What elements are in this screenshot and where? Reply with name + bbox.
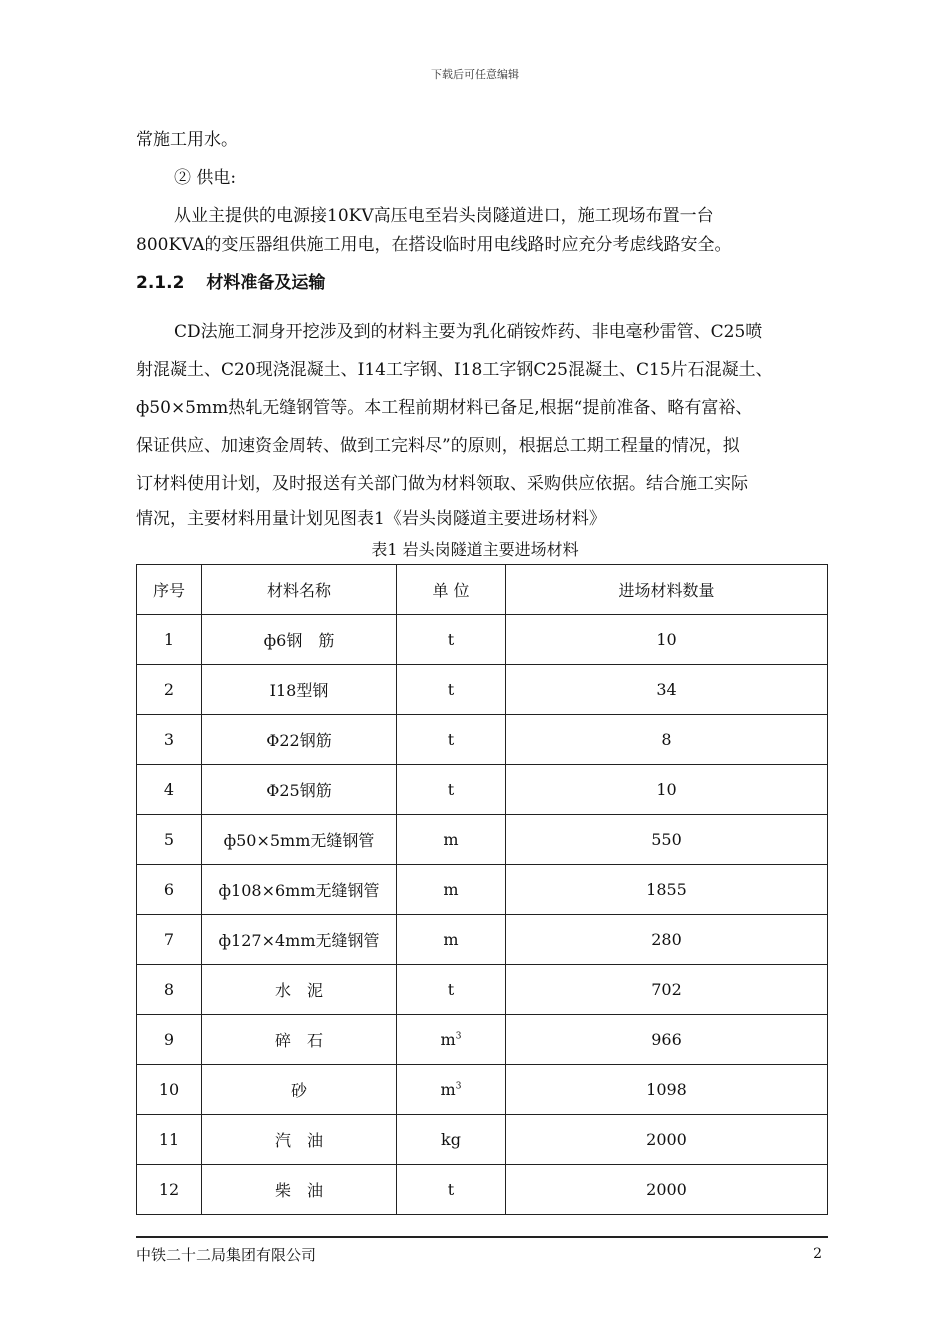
section-number: 2.1.2 — [136, 273, 185, 293]
cell-name — [202, 1165, 397, 1215]
cell-quantity-text: 550 — [651, 830, 682, 849]
header-no: 序号 — [137, 565, 202, 615]
cell-unit-text: m — [443, 930, 459, 949]
cell-quantity — [506, 765, 828, 815]
cell-unit — [397, 915, 506, 965]
cell-no — [137, 715, 202, 765]
cell-name-text: ф6钢 筋 — [263, 631, 335, 650]
cell-no — [137, 1165, 202, 1215]
body-line: 情况，主要材料用量计划见图表1《岩头岗隧道主要进场材料》 — [136, 509, 606, 529]
cell-no-text: 7 — [163, 930, 175, 949]
cell-name — [202, 915, 397, 965]
cell-name-text: Φ25钢筋 — [266, 781, 332, 800]
header-name: 材料名称 — [202, 565, 397, 615]
cell-name — [202, 1115, 397, 1165]
table-row — [137, 665, 828, 715]
cell-no — [137, 915, 202, 965]
cell-name — [202, 615, 397, 665]
table-row — [137, 765, 828, 815]
cell-unit-text: t — [447, 680, 455, 699]
table-row — [137, 1165, 828, 1215]
body-line: CD法施工洞身开挖涉及到的材料主要为乳化硝铵炸药、非电毫秒雷管、C25喷 — [174, 322, 763, 342]
cell-no — [137, 1015, 202, 1065]
cell-name-text: 碎 石 — [274, 1031, 323, 1050]
cell-unit-text: t — [447, 730, 455, 749]
body-line: 射混凝土、C20现浇混凝土、I14工字钢、I18工字钢C25混凝土、C15片石混凝土、 — [136, 360, 773, 380]
cell-no-text: 11 — [158, 1130, 180, 1149]
cell-no-text: 1 — [163, 630, 175, 649]
table-row — [137, 1115, 828, 1165]
cell-quantity-text: 1098 — [646, 1080, 687, 1099]
cell-unit — [397, 865, 506, 915]
cell-no — [137, 615, 202, 665]
table-caption: 表1 岩头岗隧道主要进场材料 — [371, 540, 579, 559]
paragraph-power-line2: 800KVA的变压器组供施工用电，在搭设临时用电线路时应充分考虑线路安全。 — [136, 235, 732, 255]
unit-superscript: 3 — [455, 1031, 462, 1042]
cell-quantity-text: 2000 — [646, 1130, 687, 1149]
cell-no-text: 2 — [163, 680, 175, 699]
cell-quantity-text: 280 — [651, 930, 682, 949]
cell-unit-text: t — [447, 980, 455, 999]
cell-quantity-text: 10 — [656, 780, 677, 799]
cell-no-text: 9 — [163, 1030, 175, 1049]
cell-unit — [397, 665, 506, 715]
cell-no-text: 12 — [158, 1180, 180, 1199]
cell-quantity — [506, 1065, 828, 1115]
table-body — [137, 615, 828, 1215]
cell-unit — [397, 715, 506, 765]
cell-name-text: ф127×4mm无缝钢管 — [218, 931, 380, 950]
header-quantity: 进场材料数量 — [506, 565, 828, 615]
cell-name — [202, 865, 397, 915]
cell-quantity — [506, 965, 828, 1015]
paragraph-water-end: 常施工用水。 — [136, 130, 238, 150]
cell-name-text: 水 泥 — [274, 981, 323, 1000]
cell-quantity-text: 1855 — [646, 880, 687, 899]
cell-quantity — [506, 915, 828, 965]
cell-name-text: 柴 油 — [274, 1181, 323, 1200]
cell-no — [137, 765, 202, 815]
table-row — [137, 715, 828, 765]
cell-name-text: ф108×6mm无缝钢管 — [218, 881, 380, 900]
cell-unit — [397, 1015, 506, 1065]
materials-table — [136, 564, 828, 1215]
cell-quantity-text: 34 — [656, 680, 677, 699]
table-row — [137, 915, 828, 965]
cell-quantity — [506, 715, 828, 765]
table-row — [137, 865, 828, 915]
cell-no — [137, 665, 202, 715]
cell-name — [202, 815, 397, 865]
cell-unit — [397, 765, 506, 815]
cell-unit-text: m — [443, 830, 459, 849]
cell-unit-text: t — [447, 630, 455, 649]
paragraph-power-line1: 从业主提供的电源接10KV高压电至岩头岗隧道进口，施工现场布置一台 — [174, 206, 714, 226]
table-row — [137, 815, 828, 865]
footer-divider — [136, 1236, 828, 1238]
cell-quantity-text: 8 — [661, 730, 672, 749]
table-row — [137, 965, 828, 1015]
body-line: 保证供应、加速资金周转、做到工完料尽”的原则，根据总工期工程量的情况，拟 — [136, 436, 740, 456]
unit-superscript: 3 — [455, 1081, 462, 1092]
cell-name — [202, 665, 397, 715]
cell-name-text: I18型钢 — [269, 681, 329, 700]
cell-quantity-text: 2000 — [646, 1180, 687, 1199]
cell-quantity-text: 10 — [656, 630, 677, 649]
cell-unit-text: t — [447, 780, 455, 799]
footer-company: 中铁二十二局集团有限公司 — [136, 1246, 317, 1264]
cell-name-text: Φ22钢筋 — [266, 731, 332, 750]
header-note: 下载后可任意编辑 — [431, 68, 519, 81]
cell-no — [137, 1115, 202, 1165]
cell-name — [202, 765, 397, 815]
cell-name — [202, 1065, 397, 1115]
cell-no-text: 4 — [163, 780, 175, 799]
cell-no-text: 5 — [163, 830, 175, 849]
cell-unit-text: m — [440, 1030, 456, 1049]
subheading-power-supply: ② 供电: — [174, 168, 237, 188]
table-row — [137, 1065, 828, 1115]
cell-unit — [397, 815, 506, 865]
header-unit: 单 位 — [397, 565, 506, 615]
cell-no-text: 6 — [163, 880, 175, 899]
table-row — [137, 615, 828, 665]
cell-quantity-text: 702 — [651, 980, 682, 999]
cell-no-text: 10 — [158, 1080, 180, 1099]
page-number: 2 — [813, 1246, 822, 1262]
cell-no — [137, 815, 202, 865]
cell-no — [137, 1065, 202, 1115]
section-title: 材料准备及运输 — [206, 273, 326, 293]
cell-quantity — [506, 1015, 828, 1065]
cell-name-text: ф50×5mm无缝钢管 — [223, 831, 375, 850]
cell-quantity — [506, 615, 828, 665]
cell-quantity — [506, 1165, 828, 1215]
table-header-row — [137, 565, 828, 615]
cell-unit — [397, 1115, 506, 1165]
cell-quantity — [506, 815, 828, 865]
cell-unit-text: m — [440, 1080, 456, 1099]
cell-name — [202, 965, 397, 1015]
cell-no-text: 8 — [163, 980, 175, 999]
cell-no — [137, 965, 202, 1015]
cell-name-text: 汽 油 — [274, 1131, 323, 1150]
cell-name — [202, 1015, 397, 1065]
cell-name-text: 砂 — [290, 1081, 307, 1100]
cell-quantity — [506, 1115, 828, 1165]
cell-no — [137, 865, 202, 915]
cell-unit — [397, 615, 506, 665]
table-row — [137, 1015, 828, 1065]
body-line: ф50×5mm热轧无缝钢管等。本工程前期材料已备足,根据“提前准备、略有富裕、 — [136, 398, 753, 418]
cell-no-text: 3 — [163, 730, 175, 749]
cell-name — [202, 715, 397, 765]
cell-quantity — [506, 665, 828, 715]
section-heading — [136, 268, 325, 298]
cell-unit-text: t — [447, 1180, 455, 1199]
cell-unit — [397, 965, 506, 1015]
cell-unit-text: m — [443, 880, 459, 899]
cell-quantity-text: 966 — [651, 1030, 682, 1049]
cell-unit-text: kg — [441, 1130, 461, 1149]
cell-unit — [397, 1165, 506, 1215]
cell-unit — [397, 1065, 506, 1115]
body-line: 订材料使用计划，及时报送有关部门做为材料领取、采购供应依据。结合施工实际 — [136, 474, 748, 494]
cell-quantity — [506, 865, 828, 915]
